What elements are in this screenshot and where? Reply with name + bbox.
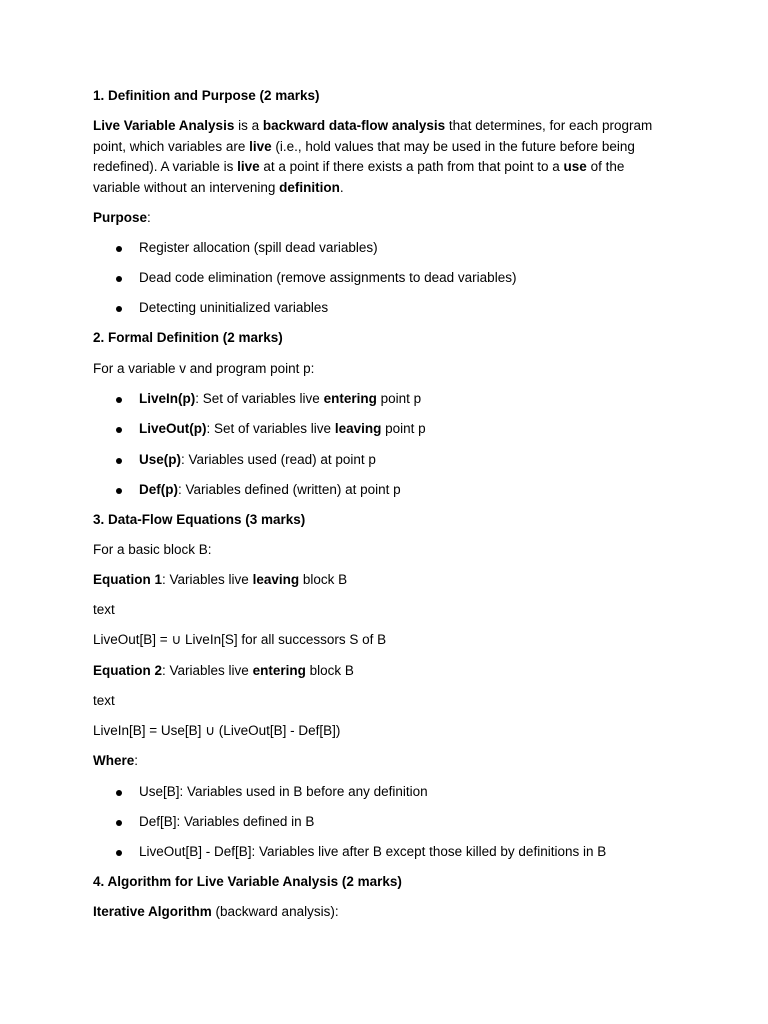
term-live-variable-analysis: Live Variable Analysis [93, 118, 235, 133]
para-text: (i.e., hold values that may be used in the future before being redefined). A variable is [93, 138, 635, 174]
bullet-icon [116, 427, 122, 433]
item-text: point p [381, 421, 426, 436]
purpose-colon: : [147, 210, 151, 225]
para-text: . [339, 179, 344, 195]
eq2-text: : Variables live [162, 663, 253, 678]
item-text: : Variables defined (written) at point p [178, 482, 401, 497]
purpose-label-text: Purpose [93, 210, 148, 225]
para-text: of the variable without an intervening [93, 159, 625, 195]
eq1-text: block B [299, 572, 348, 587]
list-item: Detecting uninitialized variables [139, 300, 329, 315]
term-leaving: leaving [252, 572, 300, 587]
item-text: point p [376, 391, 422, 406]
eq1-text: : Variables live [162, 572, 253, 587]
bullet-icon [116, 306, 122, 312]
bullet-icon [116, 458, 122, 464]
eq1-label-text: Equation 1 [93, 572, 163, 587]
bullet-icon [116, 488, 122, 494]
para-text: that determines, for each program point, which variables are [93, 118, 653, 154]
section-1-paragraph [93, 116, 668, 198]
section-4-heading: 4. Algorithm for Live Variable Analysis (2 marks) [93, 874, 402, 889]
section-2-intro: For a variable v and program point p: [93, 361, 315, 376]
algorithm-label-text: Iterative Algorithm [93, 904, 212, 919]
eq2-label-text: Equation 2 [93, 663, 163, 678]
list-item [139, 419, 426, 439]
para-text: is a [234, 118, 263, 133]
item-text: : Variables used (read) at point p [181, 452, 376, 467]
bullet-icon [116, 276, 122, 282]
where-label-text: Where [93, 753, 135, 768]
list-item: Def[B]: Variables defined in B [139, 814, 315, 829]
section-2-heading: 2. Formal Definition (2 marks) [93, 330, 283, 345]
bullet-icon [116, 820, 122, 826]
equation-1-label [93, 570, 347, 590]
bullet-icon [116, 850, 122, 856]
term-entering: entering [323, 391, 377, 406]
term-use: use [563, 159, 587, 174]
bullet-icon [116, 790, 122, 796]
equation-2-formula: LiveIn[B] = Use[B] ∪ (LiveOut[B] - Def[B]) [93, 723, 341, 738]
term-livein: LiveIn(p) [139, 391, 196, 406]
para-text: at a point if there exists a path from that point to a [259, 159, 564, 174]
list-item: LiveOut[B] - Def[B]: Variables live after B except those killed by definitions in B [139, 844, 607, 859]
where-label [93, 751, 138, 771]
purpose-label [93, 208, 151, 228]
algorithm-label [93, 902, 339, 922]
equation-2-label [93, 661, 354, 681]
algorithm-rest-text: (backward analysis): [211, 904, 339, 919]
section-3-heading: 3. Data-Flow Equations (3 marks) [93, 512, 306, 527]
item-text: : Set of variables live [195, 391, 324, 406]
term-leaving: leaving [334, 421, 382, 436]
list-item: Register allocation (spill dead variables) [139, 240, 378, 255]
list-item [139, 480, 401, 500]
equation-1-formula: LiveOut[B] = ∪ LiveIn[S] for all successors S of B [93, 632, 387, 647]
term-use: Use(p) [139, 452, 182, 467]
eq2-text: block B [305, 663, 354, 678]
list-item [139, 389, 421, 409]
list-item [139, 450, 376, 470]
section-3-intro: For a basic block B: [93, 542, 212, 557]
term-def: Def(p) [139, 482, 178, 497]
code-language-label: text [93, 693, 115, 708]
list-item: Use[B]: Variables used in B before any definition [139, 784, 428, 799]
bullet-icon [116, 397, 122, 403]
term-live: live [249, 138, 272, 154]
term-liveout: LiveOut(p) [139, 421, 207, 436]
where-colon: : [134, 753, 139, 768]
term-definition: definition [279, 179, 340, 195]
term-live: live [237, 159, 260, 174]
item-text: : Set of variables live [206, 421, 335, 436]
list-item: Dead code elimination (remove assignments to dead variables) [139, 270, 517, 285]
section-1-heading: 1. Definition and Purpose (2 marks) [93, 88, 320, 103]
term-backward-data-flow: backward data-flow analysis [262, 118, 446, 133]
term-entering: entering [252, 663, 306, 678]
bullet-icon [116, 246, 122, 252]
code-language-label: text [93, 602, 115, 617]
